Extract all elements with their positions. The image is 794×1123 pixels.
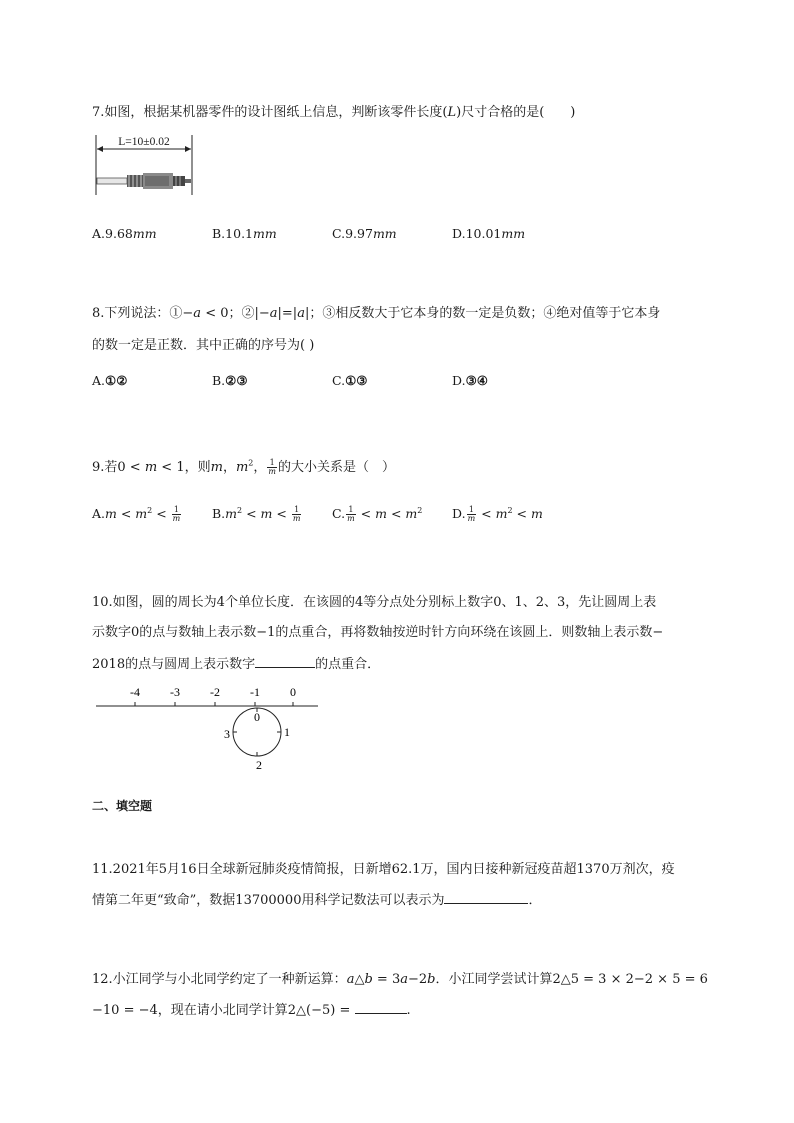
q7-option-a[interactable]: A.9.68mm [92,226,157,241]
circle-label-top: 0 [254,710,260,724]
dimension-label: L=10±0.02 [118,136,170,148]
tick-label-0: 0 [290,685,296,699]
answer-blank[interactable] [255,655,315,668]
q8-option-b[interactable]: B.②③ [212,373,248,388]
question-8-line-2: 的数一定是正数．其中正确的序号为( ) [92,338,315,353]
question-10-line-1: 10.如图，圆的周长为4个单位长度．在该圆的4等分点处分别标上数字0、1、2、3，先让圆周上表 [92,595,657,610]
tick-label-minus-3: -3 [170,685,180,699]
spark-plug-part [97,173,191,189]
question-12-line-2: −10 = −4，现在请小北同学计算2△(−5) = . [92,1003,411,1018]
question-7-text: 7.如图，根据某机器零件的设计图纸上信息，判断该零件长度(L)尺寸合格的是( ) [92,105,576,120]
q8-option-c[interactable]: C.①③ [332,373,368,388]
tick-label-minus-2: -2 [210,685,220,699]
q9-option-b[interactable]: $B.m^2 < m$ < $\frac{1}{m}$ [212,505,301,524]
q9-option-d[interactable]: D. $\frac{1}{m}$ < $m^2 < m$ [452,505,543,524]
question-8-line-1: 8.下列说法：①−a < 0；②|−a|=|a|；③相反数大于它本身的数一定是负数；④绝对值等于它本身 [92,306,661,321]
fraction-1-over-m: $\frac{1}{m}$ [467,505,476,524]
section-title: 二、填空题 [92,799,153,813]
machine-part-figure [92,133,196,197]
answer-blank[interactable] [444,891,528,904]
question-10-line-3: 2018的点与圆周上表示数字 的点重合． [92,657,381,672]
question-11-line-2: 情第二年更“致命”，数据13700000用科学记数法可以表示为 ． [92,893,542,908]
q7-option-c[interactable]: C.9.97mm [332,226,397,241]
q7-option-d[interactable]: D.10.01mm [452,226,526,241]
question-12-line-1: 12.小江同学与小北同学约定了一种新运算：a△b = 3a−2b．小江同学尝试计算2△5 = 3 × 2−2 × 5 = 6 [92,972,708,987]
axis-ticks [135,702,293,706]
q8-option-d[interactable]: D.③④ [452,373,488,388]
tick-label-minus-1: -1 [250,685,260,699]
q8-option-a[interactable]: A.①② [92,373,128,388]
circle-label-bottom: 2 [256,758,262,772]
q9-option-a[interactable]: $A.m < m^2$ < $\frac{1}{m}$ [92,505,181,524]
question-9-text: 9.若0 < m < 1，则m，$m^2$， $\frac{1}{m}$ 的大小关系是（ ） [92,458,395,476]
q9-option-c[interactable]: C. $\frac{1}{m}$ < $m < m^2$ [332,505,423,524]
fraction-1-over-m: $\frac{1}{m}$ [268,458,276,476]
number-line-circle-figure [92,682,322,772]
fraction-1-over-m: $\frac{1}{m}$ [292,505,301,524]
question-10-line-2: 示数字0的点与数轴上表示数−1的点重合，再将数轴按逆时针方向环绕在该圆上．则数轴上表示数− [92,625,664,640]
answer-blank[interactable] [355,1001,407,1014]
fraction-1-over-m: $\frac{1}{m}$ [172,505,181,524]
tick-label-minus-4: -4 [130,685,140,699]
circle-label-left: 3 [224,727,230,741]
fraction-1-over-m: $\frac{1}{m}$ [347,505,355,524]
question-11-line-1: 11.2021年5月16日全球新冠肺炎疫情简报，日新增62.1万，国内日接种新冠疫苗超1370万剂次，疫 [92,862,675,877]
circle-label-right: 1 [284,725,290,739]
q7-option-b[interactable]: B.10.1mm [212,226,277,241]
